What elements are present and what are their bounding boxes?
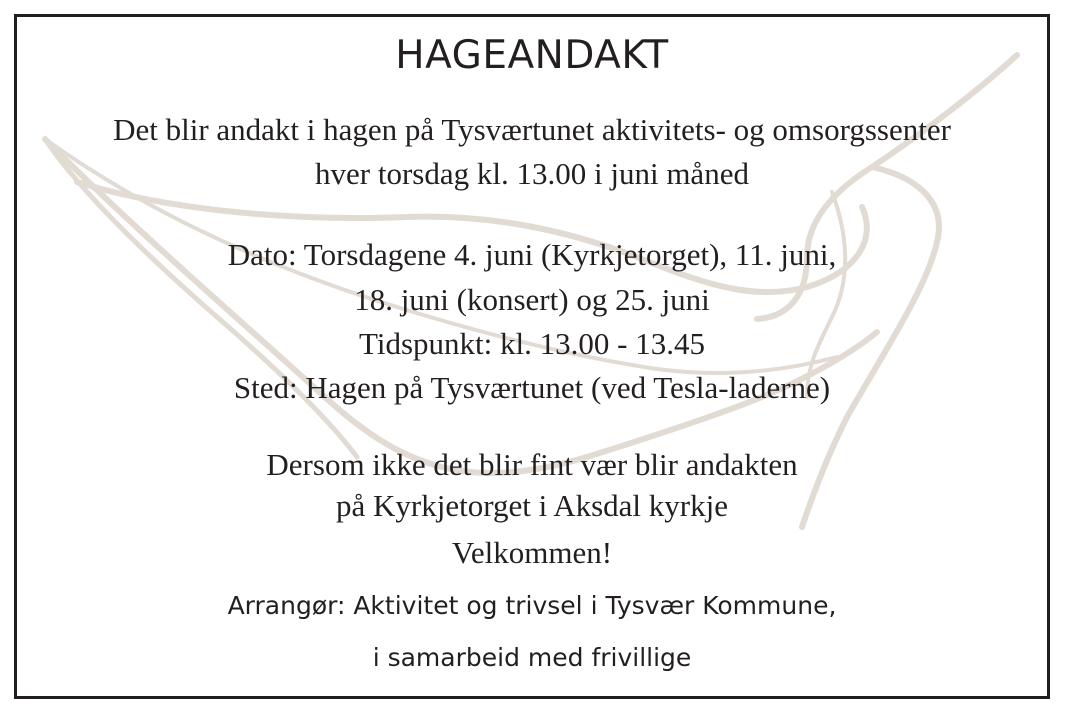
intro-line-1: Det blir andakt i hagen på Tysværtunet aktivitets- og omsorgssenter	[113, 112, 951, 147]
weather-note-line-1: Dersom ikke det blir fint vær blir andakten	[266, 447, 798, 482]
intro-line-2: hver torsdag kl. 13.00 i juni måned	[315, 156, 749, 191]
detail-line-time: Tidspunkt: kl. 13.00 - 13.45	[359, 326, 705, 361]
detail-line-place: Sted: Hagen på Tysværtunet (ved Tesla-laderne)	[233, 370, 831, 405]
detail-line-date-cont: 18. juni (konsert) og 25. juni	[354, 282, 710, 317]
detail-line-date: Dato: Torsdagene 4. juni (Kyrkjetorget), 11. juni,	[227, 237, 837, 272]
organizer-line-1: Arrangør: Aktivitet og trivsel i Tysvær Kommune,	[227, 591, 837, 620]
poster-title: HAGEANDAKT	[395, 33, 669, 78]
weather-note-line-2: på Kyrkjetorget i Aksdal kyrkje	[335, 488, 728, 523]
welcome-text: Velkommen!	[451, 535, 613, 570]
poster-frame	[14, 14, 1050, 699]
organizer-line-2: i samarbeid med frivillige	[372, 643, 692, 672]
